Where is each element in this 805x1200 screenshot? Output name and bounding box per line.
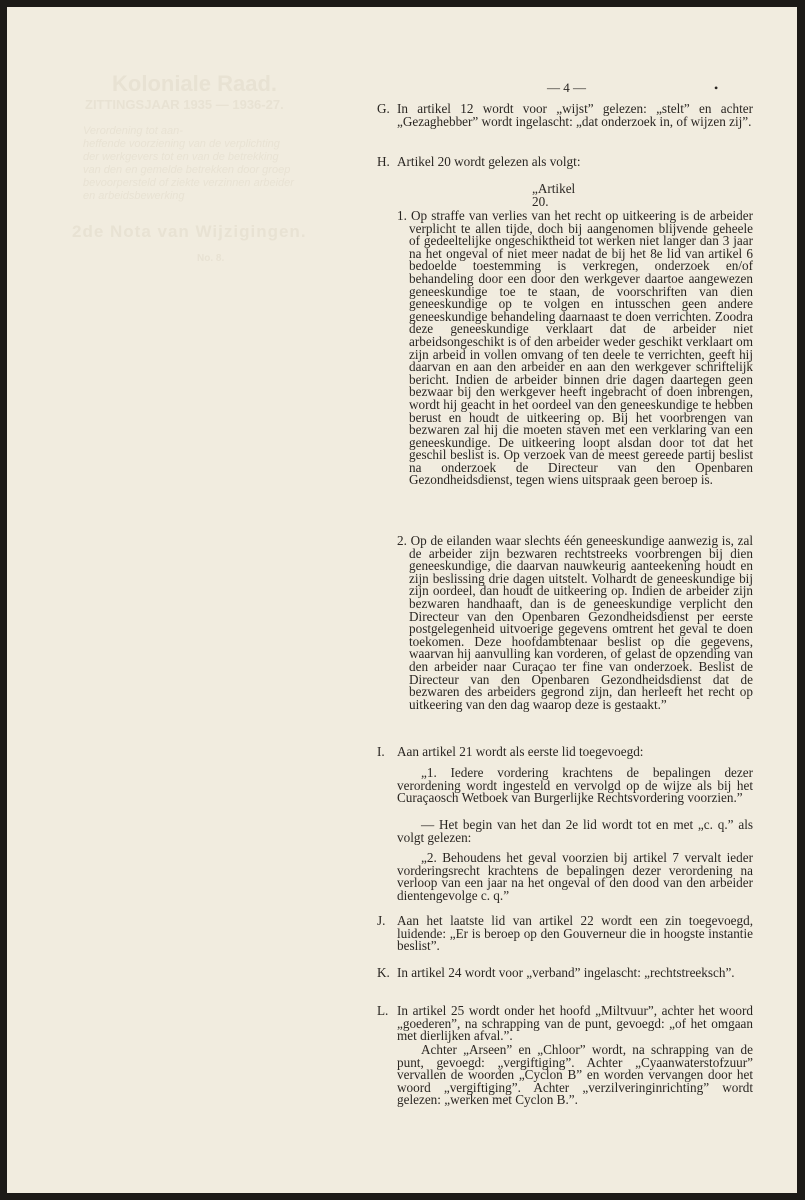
paragraph: „1. Iedere vordering krachtens de bepalingen dezer verordening wordt ingesteld en vervolgd op de wijze als bij het Curaçaosch Wetboek van Burgerlijke Rechtsvordering voorzien.” [397,765,753,806]
article-heading-text: „Artikel 20. [532,181,576,209]
section-label: H. [377,154,390,169]
section-text: In artikel 24 wordt voor „verband” ingelascht: „rechtstreeksch”. [397,965,735,980]
item-text: 2. Op de eilanden waar slechts één geneeskundige aanwezig is, zal de arbeider zijn bezwaren rechtstreeks voorbrengen bij dien geneeskundige, die daarvan nauwkeurig aanteekening houdt en zijn beslissing drie dagen uitstelt. Volhardt de geneeskundige bij zijn oordeel, dan houdt de uitkeering op. Indien de arbeider zijn bezwaren handhaaft, dan is de geneeskundige verplicht den Directeur van den Openbaren Gezondheidsdienst per eerste postgelegenheid uitvoerige gegevens omtrent het geval te doen toekomen. Deze hoofdambtenaar beslist op die gegevens, waarvan hij aanvulling kan vorderen, of gelast de opzending van den arbeider naar Curaçao ter fine van onderzoek. Beslist de Directeur van den Openbaren Gezondheidsdienst dat de bezwaren des arbeiders gegrond zijn, dan herleeft het recht op uitkeering van den dag waarop deze is gestaakt.” [397,533,753,712]
paragraph: Achter „Arseen” en „Chloor” wordt, na schrapping van de punt, gevoegd: „vergiftiging”. Achter „Cyaanwaterstofzuur” vervallen de woorden „Cyclon B” en worden vervangen door het woord „vergiftiging”. Achter „verzilveringinrichting” wordt gelezen: „werken met Cyclon B.”. [397,1042,753,1108]
section-label: I. [377,744,385,759]
faded-title: Koloniale Raad. [112,71,278,96]
section-text: In artikel 25 wordt onder het hoofd „Miltvuur”, achter het woord „goederen”, na schrapping van de punt, gevoegd: „of het omgaan met dierlijken afval.”. [397,1003,753,1044]
section-label: K. [377,965,390,980]
section-text: Aan het laatste lid van artikel 22 wordt een zin toegevoegd, luidende: „Er is beroep op den Gouverneur die in hoogste instantie beslist”. [397,913,753,954]
paragraph: „2. Behoudens het geval voorzien bij artikel 7 vervalt ieder vorderingsrecht krachtens de bepalingen dezer verordening na verloop van een jaar na het ongeval of den dood van den arbeider dientengevolge c. q.” [397,850,753,903]
paragraph: — Het begin van het dan 2e lid wordt tot en met „c. q.” als volgt gelezen: [397,817,753,845]
faded-session: ZITTINGSJAAR 1935 — 1936-27. [85,97,284,112]
faded-nota: 2de Nota van Wijzigingen. [72,222,307,241]
section-label: L. [377,1003,389,1018]
faded-subtitle: Verordening tot aan- heffende voorziening van de verplichting der werkgevers tot en van de betrekking van den en gemelde betrekken door groep bevoorpersteld of ziekte verzinnen arbeider en arbeidsbewerking [83,125,294,202]
section-text: Artikel 20 wordt gelezen als volgt: [397,154,581,169]
faded-number: No. 8. [197,253,225,264]
section-text: Aan artikel 21 wordt als eerste lid toegevoegd: [397,744,644,759]
document-page [7,7,797,1193]
dot-mark: • [714,81,719,95]
page-number: — 4 — [547,80,586,95]
item-text: 1. Op straffe van verlies van het recht op uitkeering is de arbeider verplicht te allen tijde, doch bij aangenomen blijvende geheele of gedeeltelijke ongeschiktheid tot werken niet langer dan 3 jaar na het ongeval of niet meer nadat de bij het 8e lid van artikel 6 bedoelde toestemming is verkregen, onderzoek en/of behandeling door een door den werkgever daartoe aangewezen geneeskundige toe te staan, de voorschriften van dien geneeskundige op te volgen en intusschen geen andere geneeskundige behandeling daarnaast te doen verrichten. Zoodra deze geneeskundige verklaart dat de arbeider niet arbeidsongeschikt is of den arbeider weder geschikt verklaart om zijn arbeid in vollen omvang of ten deele te verrichten, geeft hij daarvan en aan den arbeider en aan den werkgever schriftelijk bericht. Indien de arbeider binnen drie dagen daartegen geen bezwaar bij den werkgever heeft ingebracht of doen inbrengen, wordt hij geacht in het oordeel van den geneeskundige te hebben berust en houdt de uitkeering op. Bij het voorbrengen van bezwaren zal hij die moeten staven met een verklaring van een geneeskundige. De uitkeering loopt alsdan door tot dat het geschil beslist is. Op verzoek van de meest gereede partij beslist na onderzoek de Directeur van den Openbaren Gezondheidsdienst, tegen wiens uitspraak geen beroep is. [397,208,753,488]
section-label: G. [377,101,390,116]
section-label: J. [377,913,386,928]
section-text: In artikel 12 wordt voor „wijst” gelezen: „stelt” en achter „Gezaghebber” wordt ingelascht: „dat onderzoek in, of wijzen zij”. [397,101,753,129]
